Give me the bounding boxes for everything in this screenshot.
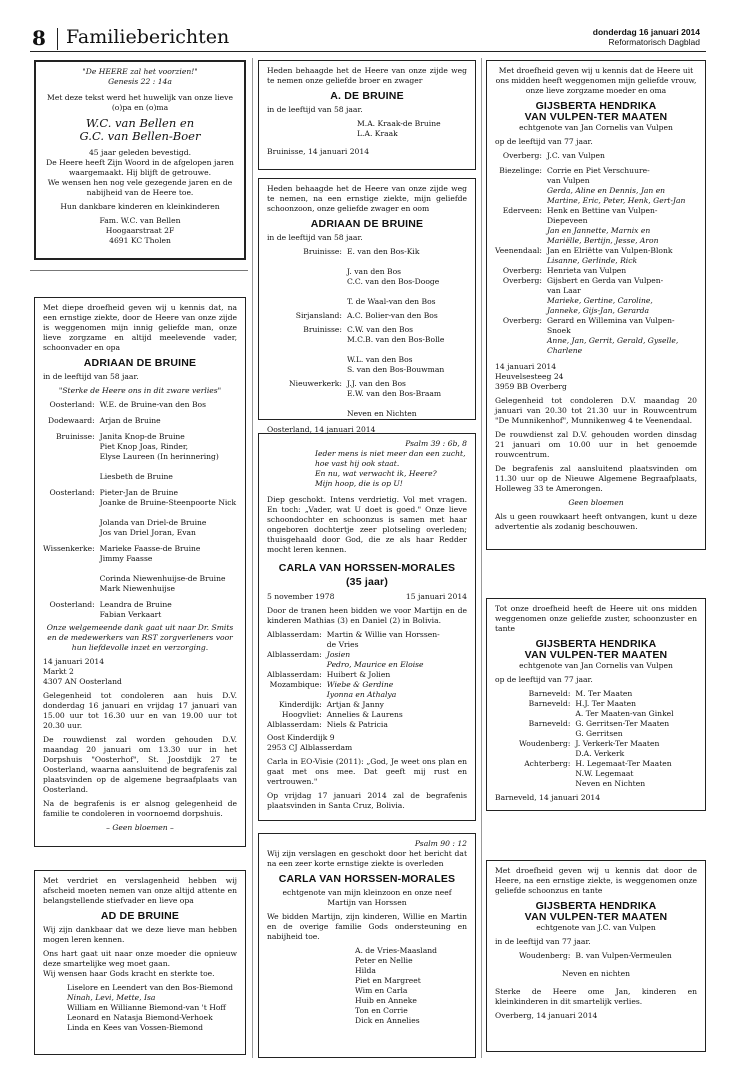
carla1-age: (35 jaar)	[345, 576, 389, 588]
ad-intro: Met verdriet en verslagenheid hebben wij afscheid moeten nemen van onze altijd attente en belangstellende stiefvader en lieve opa	[43, 876, 237, 905]
family-names: Corrie en Piet Verschuure- van Vulpen	[546, 166, 650, 185]
jubileum-intro: Met deze tekst werd het huwelijk van onze lieve (o)pa en (o)ma	[47, 93, 233, 112]
family-names: J.C. van Vulpen	[546, 151, 605, 160]
ad-gijsberta-in-laws	[486, 860, 706, 1052]
family-names: Arjan de Bruine	[99, 416, 161, 425]
carla1-intro: Diep geschokt. Intens verdrietig. Vol met vragen. En toch: „Vader, wat U doet is goed." Onze lieve schoondochter en schoonzus is samen met haar ongeboren dochtertje zeer plotseling overleden; thuisgehaald door God, die ze als haar Redder mocht leren kennen.	[267, 495, 467, 554]
gijsberta2-age: op de leeftijd van 77 jaar.	[495, 675, 593, 684]
gijsberta3-family-list	[495, 951, 697, 961]
ad-gijsberta-siblings	[486, 598, 706, 811]
family-names: H.J. Ter Maaten A. Ter Maaten-van Ginkel	[575, 699, 674, 718]
family-names: J.J. van den Bos E.W. van den Bos-Braam Neven en Nichten	[346, 379, 442, 418]
adriaan1-quote: "Sterke de Heere ons in dit zware verlies"	[58, 386, 222, 395]
gijsberta3-sub: echtgenote van J.C. van Vulpen	[536, 923, 656, 932]
adriaan1-name: ADRIAAN DE BRUINE	[83, 357, 197, 369]
family-place: Oosterland:	[49, 600, 95, 609]
column-divider-1	[252, 58, 253, 1058]
ad-adriaan-de-bruine-family	[34, 297, 246, 847]
adriaan2-intro: Heden behaagde het de Heere van onze zijde weg te nemen, na een ernstige ziekte, mijn geliefde schoonzoon, onze geliefde zwager en oom	[267, 184, 467, 213]
carla1-name: CARLA VAN HORSSEN-MORALES	[278, 562, 456, 574]
broer-name: A. DE BRUINE	[330, 90, 404, 102]
family-place: Ederveen:	[502, 206, 542, 215]
gijsberta2-footer: Barneveld, 14 januari 2014	[495, 793, 601, 802]
family-place: Bruinisse:	[303, 247, 342, 256]
family-place: Woudenberg:	[519, 739, 571, 748]
adriaan2-name: ADRIAAN DE BRUINE	[310, 218, 424, 230]
family-names: J. Verkerk-Ter Maaten D.A. Verkerk	[575, 739, 660, 758]
family-grandchildren: Gerda, Aline en Dennis, Jan en Martine, Eric, Peter, Henk, Gert-Jan	[546, 186, 686, 205]
signer: Ninah, Levi, Mette, Isa	[67, 993, 156, 1002]
family-names: Wiebe & Gerdine Iyonna en Athalya	[326, 680, 397, 699]
family-place: Overberg:	[502, 266, 542, 275]
family-place: Nieuwerkerk:	[289, 379, 342, 388]
column-1-separator	[30, 270, 248, 271]
ad-signers	[43, 983, 237, 1033]
family-place: Alblasserdam:	[267, 650, 322, 659]
family-place: Barneveld:	[528, 689, 571, 698]
ad-carla-van-horssen-grandparent	[258, 833, 476, 1058]
family-place: Woudenberg:	[519, 951, 571, 960]
family-place: Alblasserdam:	[267, 670, 322, 679]
family-names: Martin & Willie van Horssen- de Vries	[326, 630, 440, 649]
adriaan2-footer: Oosterland, 14 januari 2014	[267, 425, 376, 434]
family-names: Janita Knop-de Bruine Piet Knop Joas, Rinder, Elyse Laureen (In herinnering) Liesbeth de Bruine	[99, 432, 219, 481]
header-rule	[30, 51, 706, 52]
jubileum-name-1: W.C. van Bellen en	[85, 116, 195, 130]
newspaper-name: Reformatorisch Dagblad	[608, 37, 700, 47]
family-grandchildren: Marieke, Gertine, Caroline, Janneke, Gijs-Jan, Gerarda	[546, 296, 653, 315]
carla1-dates	[267, 592, 467, 602]
header-divider	[57, 28, 58, 50]
family-names: A.C. Bolier-van den Bos	[346, 311, 438, 320]
adriaan1-flowers: – Geen bloemen –	[106, 823, 174, 832]
family-place: Hoogvliet:	[281, 710, 322, 719]
family-place: Overberg:	[502, 316, 542, 325]
family-names: E. van den Bos-Kik J. van den Bos C.C. van den Bos-Dooge T. de Waal-van den Bos	[346, 247, 440, 306]
family-place: Bruinisse:	[303, 325, 342, 334]
adriaan2-age: in de leeftijd van 58 jaar.	[267, 233, 363, 242]
family-grandchildren: Lisanne, Gerlinde, Rick	[546, 256, 638, 265]
section-title: Familieberichten	[66, 26, 230, 48]
adriaan1-family-list	[43, 400, 237, 620]
family-names: G. Gerritsen-Ter Maaten G. Gerritsen	[575, 719, 670, 738]
broer-footer: Bruinisse, 14 januari 2014	[267, 147, 370, 156]
family-entry	[547, 246, 697, 266]
family-grandchildren: Jan en Jannette, Marnix en Mariëlle, Bertijn, Jesse, Aron	[546, 226, 659, 245]
carla1-born: 5 november 1978	[267, 592, 335, 601]
adriaan1-thanks: Onze welgemeende dank gaat uit naar Dr. Smits en de medewerkers van RST zorgverleners voor hun liefdevolle inzet en verzorging.	[46, 623, 234, 652]
gijsberta1-intro: Met droefheid geven wij u kennis dat de Heere uit ons midden heeft weggenomen mijn geliefde vrouw, onze lieve zorgzame moeder en oma	[495, 66, 697, 95]
carla1-psalm-ref: Psalm 39 : 6b, 8	[405, 439, 467, 448]
adriaan2-family-list	[267, 247, 467, 419]
family-place: Achterberg:	[524, 759, 571, 768]
page-number: 8	[32, 26, 46, 50]
signer: William en Willianne Biemond-van 't Hoff	[67, 1003, 226, 1012]
gijsberta1-name-2: VAN VULPEN-TER MAATEN	[524, 111, 668, 123]
family-place: Dodewaard:	[48, 416, 95, 425]
family-place: Veenendaal:	[495, 246, 542, 255]
adriaan1-intro: Met diepe droefheid geven wij u kennis dat, na een ernstige ziekte, door de Heere van onze zijde is weggenomen mijn innig geliefde man, onze lieve zorgzame en altijd meelevende vader, schoonvader en opa	[43, 303, 237, 352]
family-place: Mozambique:	[269, 680, 322, 689]
broer-signers: M.A. Kraak-de Bruine L.A. Kraak	[357, 119, 441, 138]
gijsberta3-footer: Overberg, 14 januari 2014	[495, 1011, 598, 1020]
carla2-name: CARLA VAN HORSSEN-MORALES	[278, 873, 456, 885]
signer: Linda en Kees van Vossen-Biemond	[67, 1023, 203, 1032]
signer: Leonard en Natasja Biemond-Verhoek	[67, 1013, 213, 1022]
ad-adriaan-de-bruine-schoonzoon	[258, 178, 476, 434]
column-divider-2	[481, 58, 482, 1058]
ad-gijsberta-family	[486, 60, 706, 550]
family-place: Oosterland:	[49, 400, 95, 409]
family-entry	[547, 276, 697, 316]
gijsberta1-service: De rouwdienst zal D.V. gehouden worden dinsdag 21 januari om 10.00 uur in het genoemde rouwcentrum.	[495, 430, 697, 459]
family-names: H. Legemaat-Ter Maaten N.W. Legemaat Neven en Nichten	[575, 759, 672, 788]
gijsberta3-age: in de leeftijd van 77 jaar.	[495, 937, 591, 946]
family-grandchildren: Anne, Jan, Gerrit, Gerald, Gyselle, Charlene	[546, 336, 679, 355]
gijsberta3-intro: Met droefheid geven wij u kennis dat door de Heere, na een ernstige ziekte, is weggenomen onze geliefde schoonzus en tante	[495, 866, 697, 895]
family-names: Jan en Elriëtte van Vulpen-Blonk	[546, 246, 673, 255]
header-date-block	[593, 27, 700, 47]
carla2-intro: Wij zijn verslagen en geschokt door het bericht dat na een zeer korte ernstige ziekte is overleden	[267, 849, 467, 868]
family-place: Sirjansland:	[295, 311, 342, 320]
carla1-died: 15 januari 2014	[405, 592, 467, 601]
gijsberta1-age: op de leeftijd van 77 jaar.	[495, 137, 593, 146]
family-names: Huibert & Jolien	[326, 670, 391, 679]
carla1-funeral: Op vrijdag 17 januari 2014 zal de begrafenis plaatsvinden in Santa Cruz, Bolivia.	[267, 791, 467, 810]
family-place: Oosterland:	[49, 488, 95, 497]
carla2-sub: echtgenote van mijn kleinzoon en onze neef Martijn van Horssen	[282, 888, 452, 907]
jubileum-family: Hun dankbare kinderen en kleinkinderen	[60, 202, 220, 211]
ad-a-de-bruine-broer	[258, 60, 476, 170]
family-entry	[547, 206, 697, 246]
gijsberta2-intro: Tot onze droefheid heeft de Heere uit ons midden weggenomen onze geliefde zuster, schoonzuster en tante	[495, 604, 697, 633]
broer-intro: Heden behaagde het de Heere van onze zijde weg te nemen onze geliefde broer en zwager	[267, 66, 467, 85]
signer: Liselore en Leendert van den Bos-Biemond	[67, 983, 233, 992]
gijsberta3-nephews: Neven en nichten	[562, 969, 630, 978]
gijsberta2-name-2: VAN VULPEN-TER MAATEN	[524, 649, 668, 661]
jubileum-quote: "De HEERE zal het voorzien!"	[82, 67, 198, 76]
gijsberta2-sub: echtgenote van Jan Cornelis van Vulpen	[519, 661, 673, 670]
gijsberta1-funeral: De begrafenis zal aansluitend plaatsvinden om 11.30 uur op de Nieuwe Algemene Begraafplaats, Holleweg 33 te Amerongen.	[495, 464, 697, 493]
family-names: M. Ter Maaten	[575, 689, 633, 698]
adriaan1-after: Na de begrafenis is er alsnog gelegenheid de familie te condoleren in voornoemd dorpshuis.	[43, 799, 237, 818]
family-place: Kinderdijk:	[279, 700, 322, 709]
family-names: Annelies & Laurens	[326, 710, 403, 719]
family-place: Wissenkerke:	[43, 544, 95, 553]
jubileum-quote-ref: Genesis 22 : 14a	[108, 77, 172, 86]
gijsberta2-family-list	[495, 689, 697, 789]
ad-ad-de-bruine	[34, 870, 246, 1055]
family-place: Overberg:	[502, 151, 542, 160]
family-names: C.W. van den Bos M.C.B. van den Bos-Bolle W.L. van den Bos S. van den Bos-Bouwman	[346, 325, 445, 374]
carla2-psalm-ref: Psalm 90 : 12	[414, 839, 467, 848]
family-names: Artjan & Janny	[326, 700, 384, 709]
family-names: W.E. de Bruine-van den Bos	[99, 400, 207, 409]
family-place: Biezelinge:	[499, 166, 542, 175]
gijsberta1-flowers: Geen bloemen	[568, 498, 624, 507]
jubileum-address: Fam. W.C. van Bellen Hoogaarstraat 2F 4691 KC Tholen	[99, 216, 181, 245]
carla1-psalm-text: Ieder mens is niet meer dan een zucht, hoe vast hij ook staat. En nu, wat verwacht ik, Heere? Mijn hoop, die is op U!	[315, 449, 466, 488]
family-place: Barneveld:	[528, 699, 571, 708]
ad-jubileum	[34, 60, 246, 260]
jubileum-text: 45 jaar geleden bevestigd. De Heere heeft Zijn Woord in de afgelopen jaren waargemaakt. Hij blijft de getrouwe. We wensen hen nog vele gezegende jaren en de nabijheid van de Heere toe.	[46, 148, 234, 197]
family-names: Henrieta van Vulpen	[546, 266, 627, 275]
gijsberta1-family-list	[495, 151, 697, 356]
family-place: Overberg:	[502, 276, 542, 285]
gijsberta2-name-1: GIJSBERTA HENDRIKA	[535, 638, 657, 650]
carla1-visie: Carla in EO-Visie (2011): „God, Je weet ons plan en gaat met ons mee. Dat geeft mij rust en vertrouwen."	[267, 757, 467, 786]
carla1-address: Oost Kinderdijk 9 2953 CJ Alblasserdam	[267, 733, 353, 752]
family-names: Josien Pedro, Maurice en Eloise	[326, 650, 424, 669]
adriaan1-address: 14 januari 2014 Markt 2 4307 AN Oosterland	[43, 657, 122, 686]
family-names: Niels & Patricia	[326, 720, 388, 729]
gijsberta1-note: Als u geen rouwkaart heeft ontvangen, kunt u deze advertentie als zodanig beschouwen.	[495, 512, 697, 531]
family-entry	[547, 316, 697, 356]
broer-age: in de leeftijd van 58 jaar.	[267, 105, 363, 114]
gijsberta1-condolence: Gelegenheid tot condoleren D.V. maandag 20 januari van 20.30 tot 21.30 uur in Rouwcentrum "De Munnikenhof", Munnikenweg 4 te Veenendaal.	[495, 396, 697, 425]
family-names: Pieter-Jan de Bruine Joanke de Bruine-Steenpoorte Nick Jolanda van Driel-de Bruine Jos van Driel Joran, Evan	[99, 488, 237, 537]
carla2-text: We bidden Martijn, zijn kinderen, Willie en Martin en de overige familie Gods ondersteuning en nabijheid toe.	[267, 912, 467, 941]
ad-name: AD DE BRUINE	[100, 910, 180, 922]
gijsberta3-text: Sterke de Heere ome Jan, kinderen en kleinkinderen in dit smartelijk verlies.	[495, 987, 697, 1006]
adriaan1-condolence: Gelegenheid tot condoleren aan huis D.V. donderdag 16 januari en vrijdag 17 januari van 15.00 uur tot 16.30 uur en van 19.00 uur tot 20.30 uur.	[43, 691, 237, 730]
carla1-family-list	[267, 630, 467, 730]
carla2-signers: A. de Vries-Maasland Peter en Nellie Hilda Piet en Margreet Wim en Carla Huib en Anneke Ton en Corrie Dick en Annelies	[355, 946, 438, 1025]
family-names: B. van Vulpen-Vermeulen	[575, 951, 672, 960]
family-entry	[547, 166, 697, 206]
adriaan1-age: in de leeftijd van 58 jaar.	[43, 372, 139, 381]
family-place: Alblasserdam:	[267, 720, 322, 729]
gijsberta1-sub: echtgenote van Jan Cornelis van Vulpen	[519, 123, 673, 132]
ad-text-2: Ons hart gaat uit naar onze moeder die opnieuw deze smartelijke weg moet gaan. Wij wensen haar Gods kracht en sterkte toe.	[43, 949, 237, 978]
gijsberta1-name-1: GIJSBERTA HENDRIKA	[535, 100, 657, 112]
ad-text-1: Wij zijn dankbaar dat we deze lieve man hebben mogen leren kennen.	[43, 925, 237, 944]
gijsberta3-name-2: VAN VULPEN-TER MAATEN	[524, 911, 668, 923]
family-names: Henk en Bettine van Vulpen- Diepeveen	[546, 206, 658, 225]
family-names: Gerard en Willemina van Vulpen- Snoek	[546, 316, 675, 335]
family-names: Marieke Faasse-de Bruine Jimmy Faasse Corinda Niewenhuijse-de Bruine Mark Niewenhuijse	[99, 544, 226, 593]
carla1-text: Door de tranen heen bidden we voor Martijn en de kinderen Mathias (3) en Daniel (2) in Bolivia.	[267, 606, 467, 625]
family-place: Alblasserdam:	[267, 630, 322, 639]
jubileum-name-2: G.C. van Bellen-Boer	[79, 129, 201, 143]
family-place: Barneveld:	[528, 719, 571, 728]
issue-date: donderdag 16 januari 2014	[592, 27, 700, 37]
family-place: Bruinisse:	[55, 432, 95, 441]
gijsberta1-address: 14 januari 2014 Heuvelsesteeg 24 3959 BB Overberg	[495, 362, 567, 391]
adriaan1-funeral: De rouwdienst zal worden gehouden D.V. maandag 20 januari om 13.30 uur in het Dorpshuis "Oosterhof", St. Joostdijk 27 te Oosterland, waarna aansluitend de begrafenis zal plaatsvinden op de algemene begraafplaats van Oosterland.	[43, 735, 237, 794]
family-names: Gijsbert en Gerda van Vulpen- van Laar	[546, 276, 664, 295]
ad-carla-van-horssen-family	[258, 433, 476, 821]
family-names: Leandra de Bruine Fabian Verkaart	[99, 600, 172, 619]
gijsberta3-name-1: GIJSBERTA HENDRIKA	[535, 900, 657, 912]
